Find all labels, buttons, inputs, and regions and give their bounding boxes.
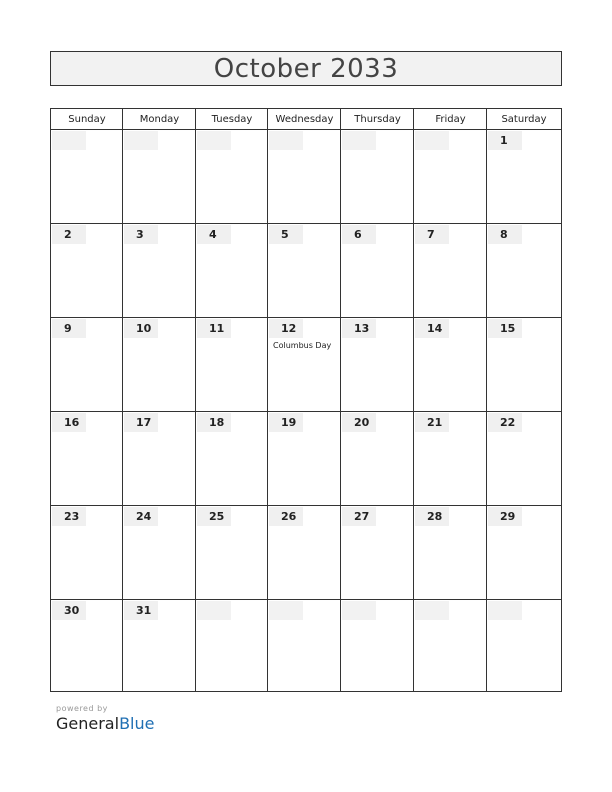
day-cell-20[interactable] — [341, 412, 413, 505]
day-cell-3[interactable] — [123, 224, 195, 317]
day-cell-25[interactable] — [196, 506, 267, 599]
month-title: October 2033 — [213, 53, 399, 84]
day-cell-23[interactable] — [51, 506, 122, 599]
day-number: 15 — [488, 319, 522, 338]
day-number: 27 — [342, 507, 376, 526]
day-number: 17 — [124, 413, 158, 432]
weekday-header-sunday: Sunday — [68, 113, 106, 125]
day-cell-21[interactable] — [414, 412, 486, 505]
day-number: 6 — [342, 225, 376, 244]
day-number: 29 — [488, 507, 522, 526]
day-cell-8[interactable] — [487, 224, 560, 317]
day-number: 1 — [488, 131, 522, 150]
weekday-header-row — [51, 109, 561, 130]
day-number — [415, 131, 449, 150]
day-cell-11[interactable] — [196, 318, 267, 411]
day-cell-4[interactable] — [196, 224, 267, 317]
day-cell-2[interactable] — [51, 224, 122, 317]
day-number — [124, 131, 158, 150]
day-cell-12[interactable] — [268, 318, 340, 411]
day-number — [342, 601, 376, 620]
day-number: 5 — [269, 225, 303, 244]
day-cell-empty[interactable] — [268, 600, 340, 693]
day-cell-6[interactable] — [341, 224, 413, 317]
day-cell-empty[interactable] — [123, 130, 195, 223]
brand-general-text: General — [56, 714, 120, 733]
brand-footer — [56, 704, 154, 733]
day-cell-17[interactable] — [123, 412, 195, 505]
day-cell-empty[interactable] — [341, 130, 413, 223]
day-number: 20 — [342, 413, 376, 432]
day-number: 2 — [52, 225, 86, 244]
powered-by-label: powered by — [56, 704, 108, 713]
day-cell-27[interactable] — [341, 506, 413, 599]
day-cell-empty[interactable] — [268, 130, 340, 223]
day-cell-7[interactable] — [414, 224, 486, 317]
day-number: 9 — [52, 319, 86, 338]
day-number: 11 — [197, 319, 231, 338]
day-number — [197, 601, 231, 620]
day-number: 30 — [52, 601, 86, 620]
day-number — [415, 601, 449, 620]
weekday-header-friday: Friday — [435, 113, 466, 125]
day-number: 7 — [415, 225, 449, 244]
day-number — [269, 601, 303, 620]
day-cell-9[interactable] — [51, 318, 122, 411]
day-cell-18[interactable] — [196, 412, 267, 505]
day-number — [52, 131, 86, 150]
day-number — [197, 131, 231, 150]
day-number: 18 — [197, 413, 231, 432]
day-number: 22 — [488, 413, 522, 432]
day-cell-19[interactable] — [268, 412, 340, 505]
day-number: 19 — [269, 413, 303, 432]
day-cell-5[interactable] — [268, 224, 340, 317]
day-number: 26 — [269, 507, 303, 526]
day-number: 21 — [415, 413, 449, 432]
brand-blue-text: Blue — [119, 714, 155, 733]
brand-logo — [56, 714, 154, 733]
day-cell-1[interactable] — [487, 130, 560, 223]
day-number: 14 — [415, 319, 449, 338]
holiday-label: Columbus Day — [273, 341, 332, 350]
weekday-header-monday: Monday — [139, 113, 180, 125]
day-cell-empty[interactable] — [196, 600, 267, 693]
day-cell-empty[interactable] — [51, 130, 122, 223]
day-number: 31 — [124, 601, 158, 620]
day-cell-empty[interactable] — [414, 130, 486, 223]
day-number — [269, 131, 303, 150]
day-number: 23 — [52, 507, 86, 526]
weekday-header-tuesday: Tuesday — [211, 113, 253, 125]
day-cell-14[interactable] — [414, 318, 486, 411]
day-cell-16[interactable] — [51, 412, 122, 505]
day-cell-10[interactable] — [123, 318, 195, 411]
month-title-box — [50, 51, 562, 86]
day-cell-empty[interactable] — [341, 600, 413, 693]
day-cell-28[interactable] — [414, 506, 486, 599]
day-cell-30[interactable] — [51, 600, 122, 693]
day-number: 12 — [269, 319, 303, 338]
day-number: 24 — [124, 507, 158, 526]
day-number: 10 — [124, 319, 158, 338]
day-cell-empty[interactable] — [196, 130, 267, 223]
day-cell-15[interactable] — [487, 318, 560, 411]
day-cell-empty[interactable] — [487, 600, 560, 693]
day-number — [488, 601, 522, 620]
day-number: 3 — [124, 225, 158, 244]
day-cell-empty[interactable] — [414, 600, 486, 693]
day-number: 25 — [197, 507, 231, 526]
day-cell-22[interactable] — [487, 412, 560, 505]
day-cell-24[interactable] — [123, 506, 195, 599]
day-number: 4 — [197, 225, 231, 244]
day-cell-29[interactable] — [487, 506, 560, 599]
calendar-grid — [50, 108, 562, 692]
weekday-header-saturday: Saturday — [501, 113, 547, 125]
day-number — [342, 131, 376, 150]
weekday-header-wednesday: Wednesday — [275, 113, 334, 125]
day-number: 16 — [52, 413, 86, 432]
day-number: 28 — [415, 507, 449, 526]
day-cell-13[interactable] — [341, 318, 413, 411]
day-cell-31[interactable] — [123, 600, 195, 693]
day-cell-26[interactable] — [268, 506, 340, 599]
weekday-header-thursday: Thursday — [354, 113, 401, 125]
day-number: 8 — [488, 225, 522, 244]
day-number: 13 — [342, 319, 376, 338]
